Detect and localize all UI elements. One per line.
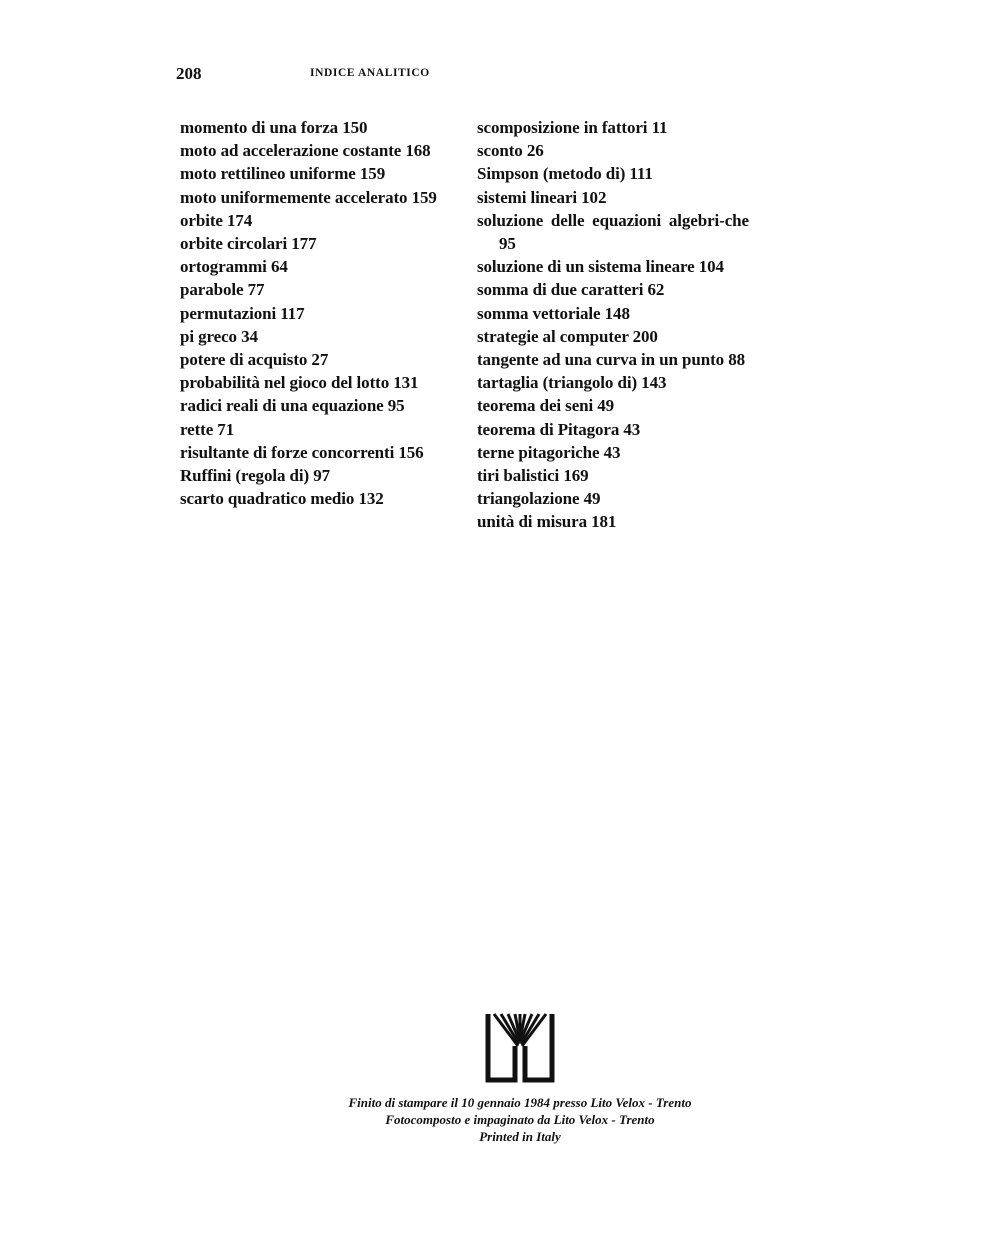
index-entry: moto uniformemente accelerato 159 [180,187,437,207]
index-entry: radici reali di una equazione 95 [180,396,405,416]
index-entry: moto rettilineo uniforme 159 [180,164,386,184]
colophon-line-typeset: Fotocomposto e impaginato da Lito Velox - Trento [385,1112,655,1127]
index-column-left [180,116,450,510]
index-entry: tartaglia (triangolo di) 143 [477,373,667,393]
page-number: 208 [176,64,202,83]
index-entry: ortogrammi 64 [180,257,288,277]
index-entry: probabilità nel gioco del lotto 131 [180,373,419,393]
index-entry: soluzione di un sistema lineare 104 [477,257,724,277]
index-entry: potere di acquisto 27 [180,350,329,370]
index-entry: momento di una forza 150 [180,118,368,137]
index-entry: scarto quadratico medio 132 [180,489,384,509]
colophon-text [300,1094,740,1145]
index-entry: somma di due caratteri 62 [477,280,665,300]
colophon [300,1010,740,1145]
index-entry: terne pitagoriche 43 [477,442,621,462]
index-entry: triangolazione 49 [477,489,601,509]
index-entry: teorema di Pitagora 43 [477,419,641,439]
index-entry: orbite 174 [180,210,253,230]
index-entry: scomposizione in fattori 11 [477,118,668,137]
index-entry: parabole 77 [180,280,265,300]
index-entry: soluzione delle equazioni algebri-che 95 [477,210,749,254]
colophon-line-country: Printed in Italy [479,1129,561,1144]
index-entry: somma vettoriale 148 [477,303,630,323]
index-entry: moto ad accelerazione costante 168 [180,141,431,161]
index-entry: teorema dei seni 49 [477,396,615,416]
index-entry: orbite circolari 177 [180,234,317,254]
colophon-line-printed: Finito di stampare il 10 gennaio 1984 presso Lito Velox - Trento [348,1095,692,1110]
printer-logo-icon [485,1010,555,1084]
index-entry: strategie al computer 200 [477,326,658,346]
index-entry: Ruffini (regola di) 97 [180,466,331,486]
index-entry: tangente ad una curva in un punto 88 [477,350,745,370]
index-entry: tiri balistici 169 [477,466,589,486]
index-entry: Simpson (metodo di) 111 [477,164,653,184]
page-header [176,64,756,88]
index-entry: unità di misura 181 [477,512,617,532]
index-entry: sistemi lineari 102 [477,187,607,207]
index-column-right [477,116,749,534]
index-entry: pi greco 34 [180,326,258,346]
index-entry: permutazioni 117 [180,303,305,323]
running-title: INDICE ANALITICO [310,67,430,79]
index-entry: rette 71 [180,419,235,439]
index-entry: sconto 26 [477,141,544,161]
index-entry: risultante di forze concorrenti 156 [180,442,424,462]
